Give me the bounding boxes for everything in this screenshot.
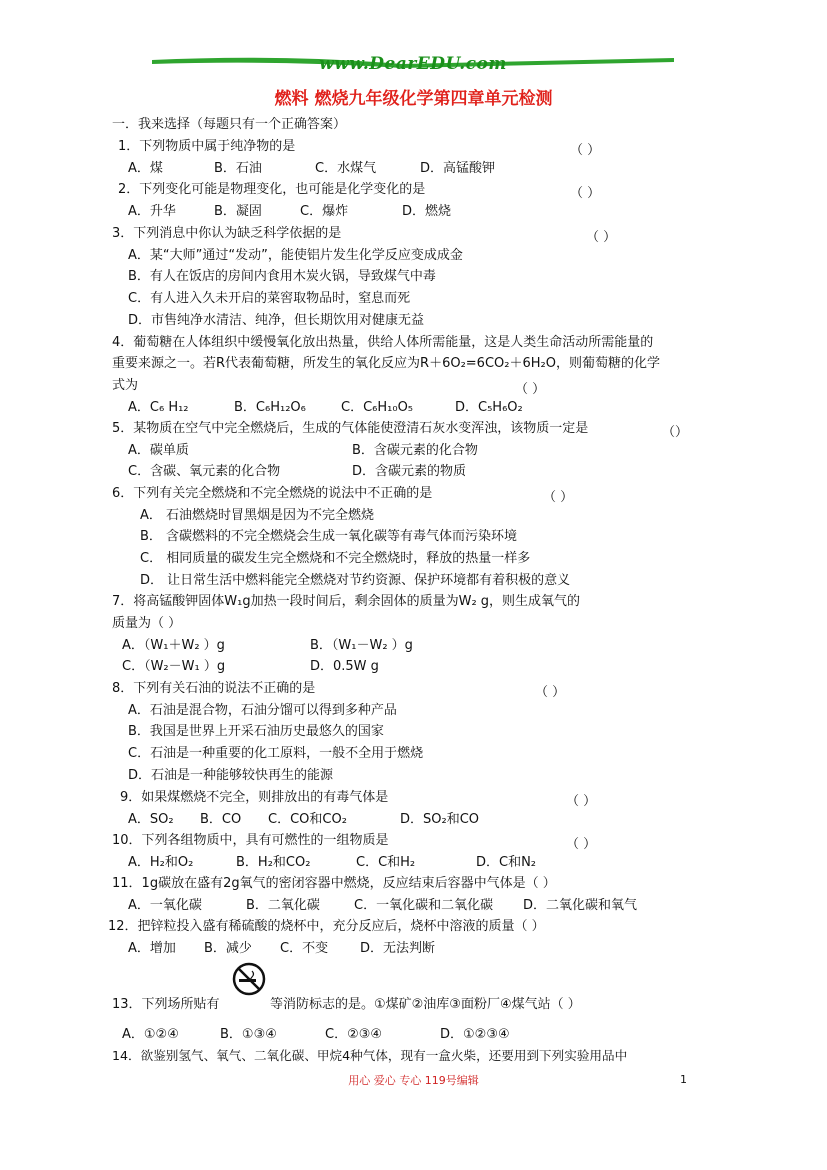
question-13-stem: 等消防标志的是。①煤矿②油库③面粉厂④煤气站（ ） — [270, 997, 581, 1012]
option: D．燃烧 — [402, 204, 452, 219]
option: D．0.5W g — [310, 659, 379, 674]
option: D．①②③④ — [440, 1027, 510, 1042]
page-number: 1 — [680, 1073, 687, 1086]
option: B．二氧化碳 — [246, 898, 320, 913]
question-9-stem: 9．如果煤燃烧不完全，则排放出的有毒气体是 — [120, 790, 389, 805]
option: B．凝固 — [214, 204, 262, 219]
option: B．我国是世界上开采石油历史最悠久的国家 — [128, 724, 384, 739]
option: B．①③④ — [220, 1027, 277, 1042]
answer-paren: （） — [662, 425, 689, 440]
option: A．一氧化碳 — [128, 898, 202, 913]
footer-text: 用心 爱心 专心 119号编辑 — [348, 1074, 479, 1087]
no-smoking-sign-icon — [232, 962, 266, 996]
section-heading: 一．我来选择（每题只有一个正确答案） — [112, 117, 347, 132]
option: A．增加 — [128, 941, 176, 956]
option: A． 石油燃烧时冒黑烟是因为不完全燃烧 — [140, 508, 375, 523]
answer-paren: （ ） — [570, 186, 601, 201]
option: D．含碳元素的物质 — [352, 464, 467, 479]
answer-paren: （ ） — [566, 837, 597, 852]
question-4-stem: 4．葡萄糖在人体组织中缓慢氧化放出热量，供给人体所需能量，这是人类生命活动所需能量的 — [112, 335, 654, 350]
page-title: 燃料 燃烧九年级化学第四章单元检测 — [274, 89, 553, 109]
option: C． 相同质量的碳发生完全燃烧和不完全燃烧时，释放的热量一样多 — [140, 551, 531, 566]
option: D．石油是一种能够较快再生的能源 — [128, 768, 334, 783]
header-banner — [152, 50, 674, 78]
answer-paren: （ ） — [515, 382, 546, 397]
option: B．含碳元素的化合物 — [352, 443, 478, 458]
option: C．一氧化碳和二氧化碳 — [354, 898, 494, 913]
question-4-stem: 式为 — [112, 378, 139, 393]
option: A．煤 — [128, 161, 163, 176]
option: A．某“大师”通过“发动”，能使铝片发生化学反应变成成金 — [128, 248, 463, 263]
option: C．C和H₂ — [356, 855, 416, 870]
option: D．无法判断 — [360, 941, 436, 956]
option: A．石油是混合物，石油分馏可以得到多种产品 — [128, 703, 397, 718]
question-13-stem: 13．下列场所贴有 — [112, 997, 220, 1012]
question-4-stem: 重要来源之一。若R代表葡萄糖，所发生的氧化反应为R＋6O₂=6CO₂＋6H₂O，则葡萄糖的化学 — [112, 356, 660, 371]
option: C．CO和CO₂ — [268, 812, 347, 827]
option: A．（W₁＋W₂ ）g — [122, 638, 225, 653]
answer-paren: （ ） — [570, 143, 601, 158]
question-14-stem: 14．欲鉴别氢气、氧气、二氧化碳、甲烷4种气体，现有一盒火柴，还要用到下列实验用品中 — [112, 1048, 628, 1063]
option: B．减少 — [204, 941, 252, 956]
option: D．二氧化碳和氧气 — [523, 898, 638, 913]
option: B．H₂和CO₂ — [236, 855, 311, 870]
option: D．市售纯净水清洁、纯净，但长期饮用对健康无益 — [128, 313, 425, 328]
question-10-stem: 10．下列各组物质中，具有可燃性的一组物质是 — [112, 833, 389, 848]
option: A．C₆ H₁₂ — [128, 400, 189, 415]
question-2-stem: 2．下列变化可能是物理变化，也可能是化学变化的是 — [118, 182, 426, 197]
option: A．碳单质 — [128, 443, 189, 458]
question-7-stem: 质量为（ ） — [112, 616, 182, 631]
option: D．C和N₂ — [476, 855, 537, 870]
option: C．②③④ — [325, 1027, 383, 1042]
option: A．①②④ — [122, 1027, 179, 1042]
option: A．升华 — [128, 204, 176, 219]
option: B．有人在饭店的房间内食用木炭火锅，导致煤气中毒 — [128, 269, 436, 284]
option: D． 让日常生活中燃料能完全燃烧对节约资源、保护环境都有着积极的意义 — [140, 573, 571, 588]
option: D．C₅H₆O₂ — [455, 400, 523, 415]
option: C．有人进入久未开启的菜窖取物品时，窒息而死 — [128, 291, 411, 306]
option: C．不变 — [280, 941, 329, 956]
option: C．含碳、氧元素的化合物 — [128, 464, 281, 479]
option: B．（W₁－W₂ ）g — [310, 638, 413, 653]
option: B．CO — [200, 812, 242, 827]
option: C．（W₂－W₁ ）g — [122, 659, 226, 674]
option: C．石油是一种重要的化工原料，一般不全用于燃烧 — [128, 746, 424, 761]
question-8-stem: 8．下列有关石油的说法不正确的是 — [112, 681, 316, 696]
option: C．爆炸 — [300, 204, 349, 219]
question-7-stem: 7．将高锰酸钾固体W₁g加热一段时间后，剩余固体的质量为W₂ g，则生成氧气的 — [112, 594, 581, 609]
question-11-stem: 11．1g碳放在盛有2g氧气的密闭容器中燃烧，反应结束后容器中气体是（ ） — [112, 876, 556, 891]
option: B． 含碳燃料的不完全燃烧会生成一氧化碳等有毒气体而污染环境 — [140, 529, 518, 544]
question-1-stem: 1．下列物质中属于纯净物的是 — [118, 139, 296, 154]
question-6-stem: 6．下列有关完全燃烧和不完全燃烧的说法中不正确的是 — [112, 486, 433, 501]
answer-paren: （ ） — [586, 230, 617, 245]
option: B．C₆H₁₂O₆ — [234, 400, 306, 415]
option: B．石油 — [214, 161, 262, 176]
answer-paren: （ ） — [543, 490, 574, 505]
answer-paren: （ ） — [535, 685, 566, 700]
option: C．水煤气 — [315, 161, 377, 176]
header-url: www.DearEDU.com — [319, 54, 507, 74]
question-5-stem: 5．某物质在空气中完全燃烧后，生成的气体能使澄清石灰水变浑浊，该物质一定是 — [112, 421, 589, 436]
question-3-stem: 3．下列消息中你认为缺乏科学依据的是 — [112, 226, 342, 241]
option: D．高锰酸钾 — [420, 161, 496, 176]
answer-paren: （ ） — [566, 794, 597, 809]
option: A．H₂和O₂ — [128, 855, 194, 870]
option: C．C₆H₁₀O₅ — [341, 400, 414, 415]
option: D．SO₂和CO — [400, 812, 480, 827]
question-12-stem: 12．把锌粒投入盛有稀硫酸的烧杯中，充分反应后，烧杯中溶液的质量（ ） — [108, 919, 545, 934]
option: A．SO₂ — [128, 812, 174, 827]
